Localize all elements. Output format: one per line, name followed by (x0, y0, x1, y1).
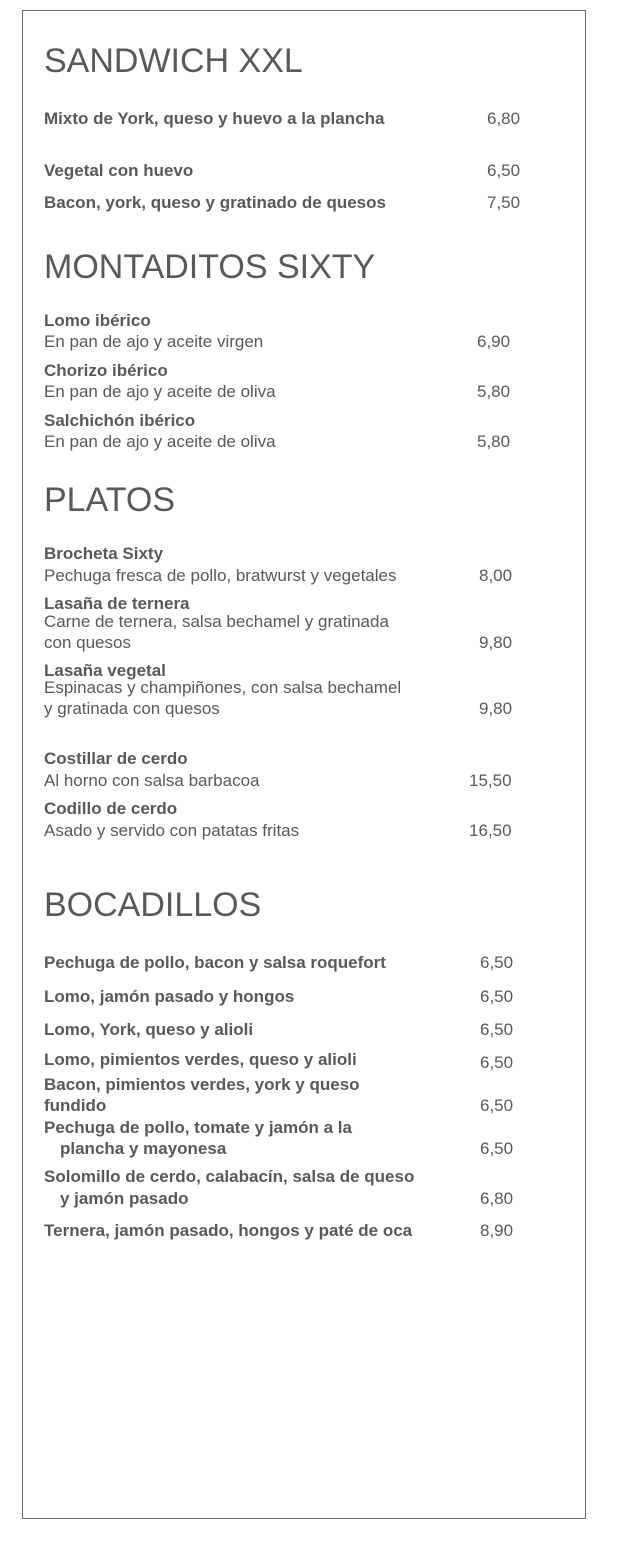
menu-item-price: 15,50 (469, 771, 512, 790)
menu-item-price: 6,80 (487, 109, 521, 128)
menu-item-price: 6,50 (480, 1020, 514, 1039)
menu-item-name: Pechuga de pollo, tomate y jamón a la (44, 1118, 352, 1137)
menu-item-name: Lomo, York, queso y alioli (44, 1020, 254, 1039)
menu-item-name: Mixto de York, queso y huevo a la plancha (44, 109, 385, 128)
menu-item-name: Salchichón ibérico (44, 411, 196, 430)
menu-item-name: Bacon, york, queso y gratinado de quesos (44, 193, 386, 212)
menu-item-description: Asado y servido con patatas fritas (44, 821, 300, 840)
menu-item-price: 9,80 (479, 633, 513, 652)
menu-item-price: 6,80 (480, 1189, 514, 1208)
menu-item-description: Pechuga fresca de pollo, bratwurst y vegetales (44, 566, 397, 585)
menu-item-price: 6,50 (480, 953, 514, 972)
menu-item-name: fundido (44, 1096, 107, 1115)
menu-item-name: Lomo ibérico (44, 311, 151, 330)
menu-item-name: Costillar de cerdo (44, 749, 188, 768)
menu-item-price: 5,80 (477, 432, 511, 451)
menu-item-price: 6,50 (487, 161, 521, 180)
menu-item-description: con quesos (44, 633, 131, 652)
menu-item-description: Carne de ternera, salsa bechamel y gratinada (44, 612, 389, 631)
menu-item-price: 8,90 (480, 1221, 514, 1240)
menu-item-price: 6,50 (480, 987, 514, 1006)
section-title-platos: PLATOS (44, 481, 176, 519)
menu-item-description: En pan de ajo y aceite virgen (44, 332, 264, 351)
menu-item-price: 7,50 (487, 193, 521, 212)
menu-item-price: 16,50 (469, 821, 512, 840)
menu-item-price: 6,50 (480, 1096, 514, 1115)
menu-item-name: plancha y mayonesa (60, 1139, 227, 1158)
menu-item-price: 5,80 (477, 382, 511, 401)
menu-item-price: 9,80 (479, 699, 513, 718)
menu-item-name: Bacon, pimientos verdes, york y queso (44, 1075, 360, 1094)
section-title-montaditos: MONTADITOS SIXTY (44, 248, 376, 286)
menu-item-name: Vegetal con huevo (44, 161, 194, 180)
menu-item-description: y gratinada con quesos (44, 699, 220, 718)
menu-item-name: Brocheta Sixty (44, 544, 164, 563)
menu-item-description: Al horno con salsa barbacoa (44, 771, 260, 790)
menu-item-name: y jamón pasado (60, 1189, 189, 1208)
menu-item-name: Ternera, jamón pasado, hongos y paté de oca (44, 1221, 413, 1240)
menu-item-description: En pan de ajo y aceite de oliva (44, 382, 276, 401)
menu-item-price: 6,50 (480, 1139, 514, 1158)
menu-item-name: Lomo, jamón pasado y hongos (44, 987, 295, 1006)
menu-item-name: Pechuga de pollo, bacon y salsa roquefort (44, 953, 386, 972)
menu-item-description: En pan de ajo y aceite de oliva (44, 432, 276, 451)
menu-item-price: 8,00 (479, 566, 513, 585)
menu-item-name: Chorizo ibérico (44, 361, 168, 380)
section-title-bocadillos: BOCADILLOS (44, 886, 262, 924)
menu-item-name: Codillo de cerdo (44, 799, 178, 818)
menu-item-name: Lomo, pimientos verdes, queso y alioli (44, 1050, 357, 1069)
menu-item-name: Solomillo de cerdo, calabacín, salsa de queso (44, 1167, 415, 1186)
menu-item-name: Lasaña vegetal (44, 661, 166, 680)
menu-item-price: 6,90 (477, 332, 511, 351)
menu-item-description: Espinacas y champiñones, con salsa bechamel (44, 678, 402, 697)
menu-item-price: 6,50 (480, 1053, 514, 1072)
section-title-sandwich: SANDWICH XXL (44, 42, 303, 80)
menu-item-name: Lasaña de ternera (44, 594, 190, 613)
